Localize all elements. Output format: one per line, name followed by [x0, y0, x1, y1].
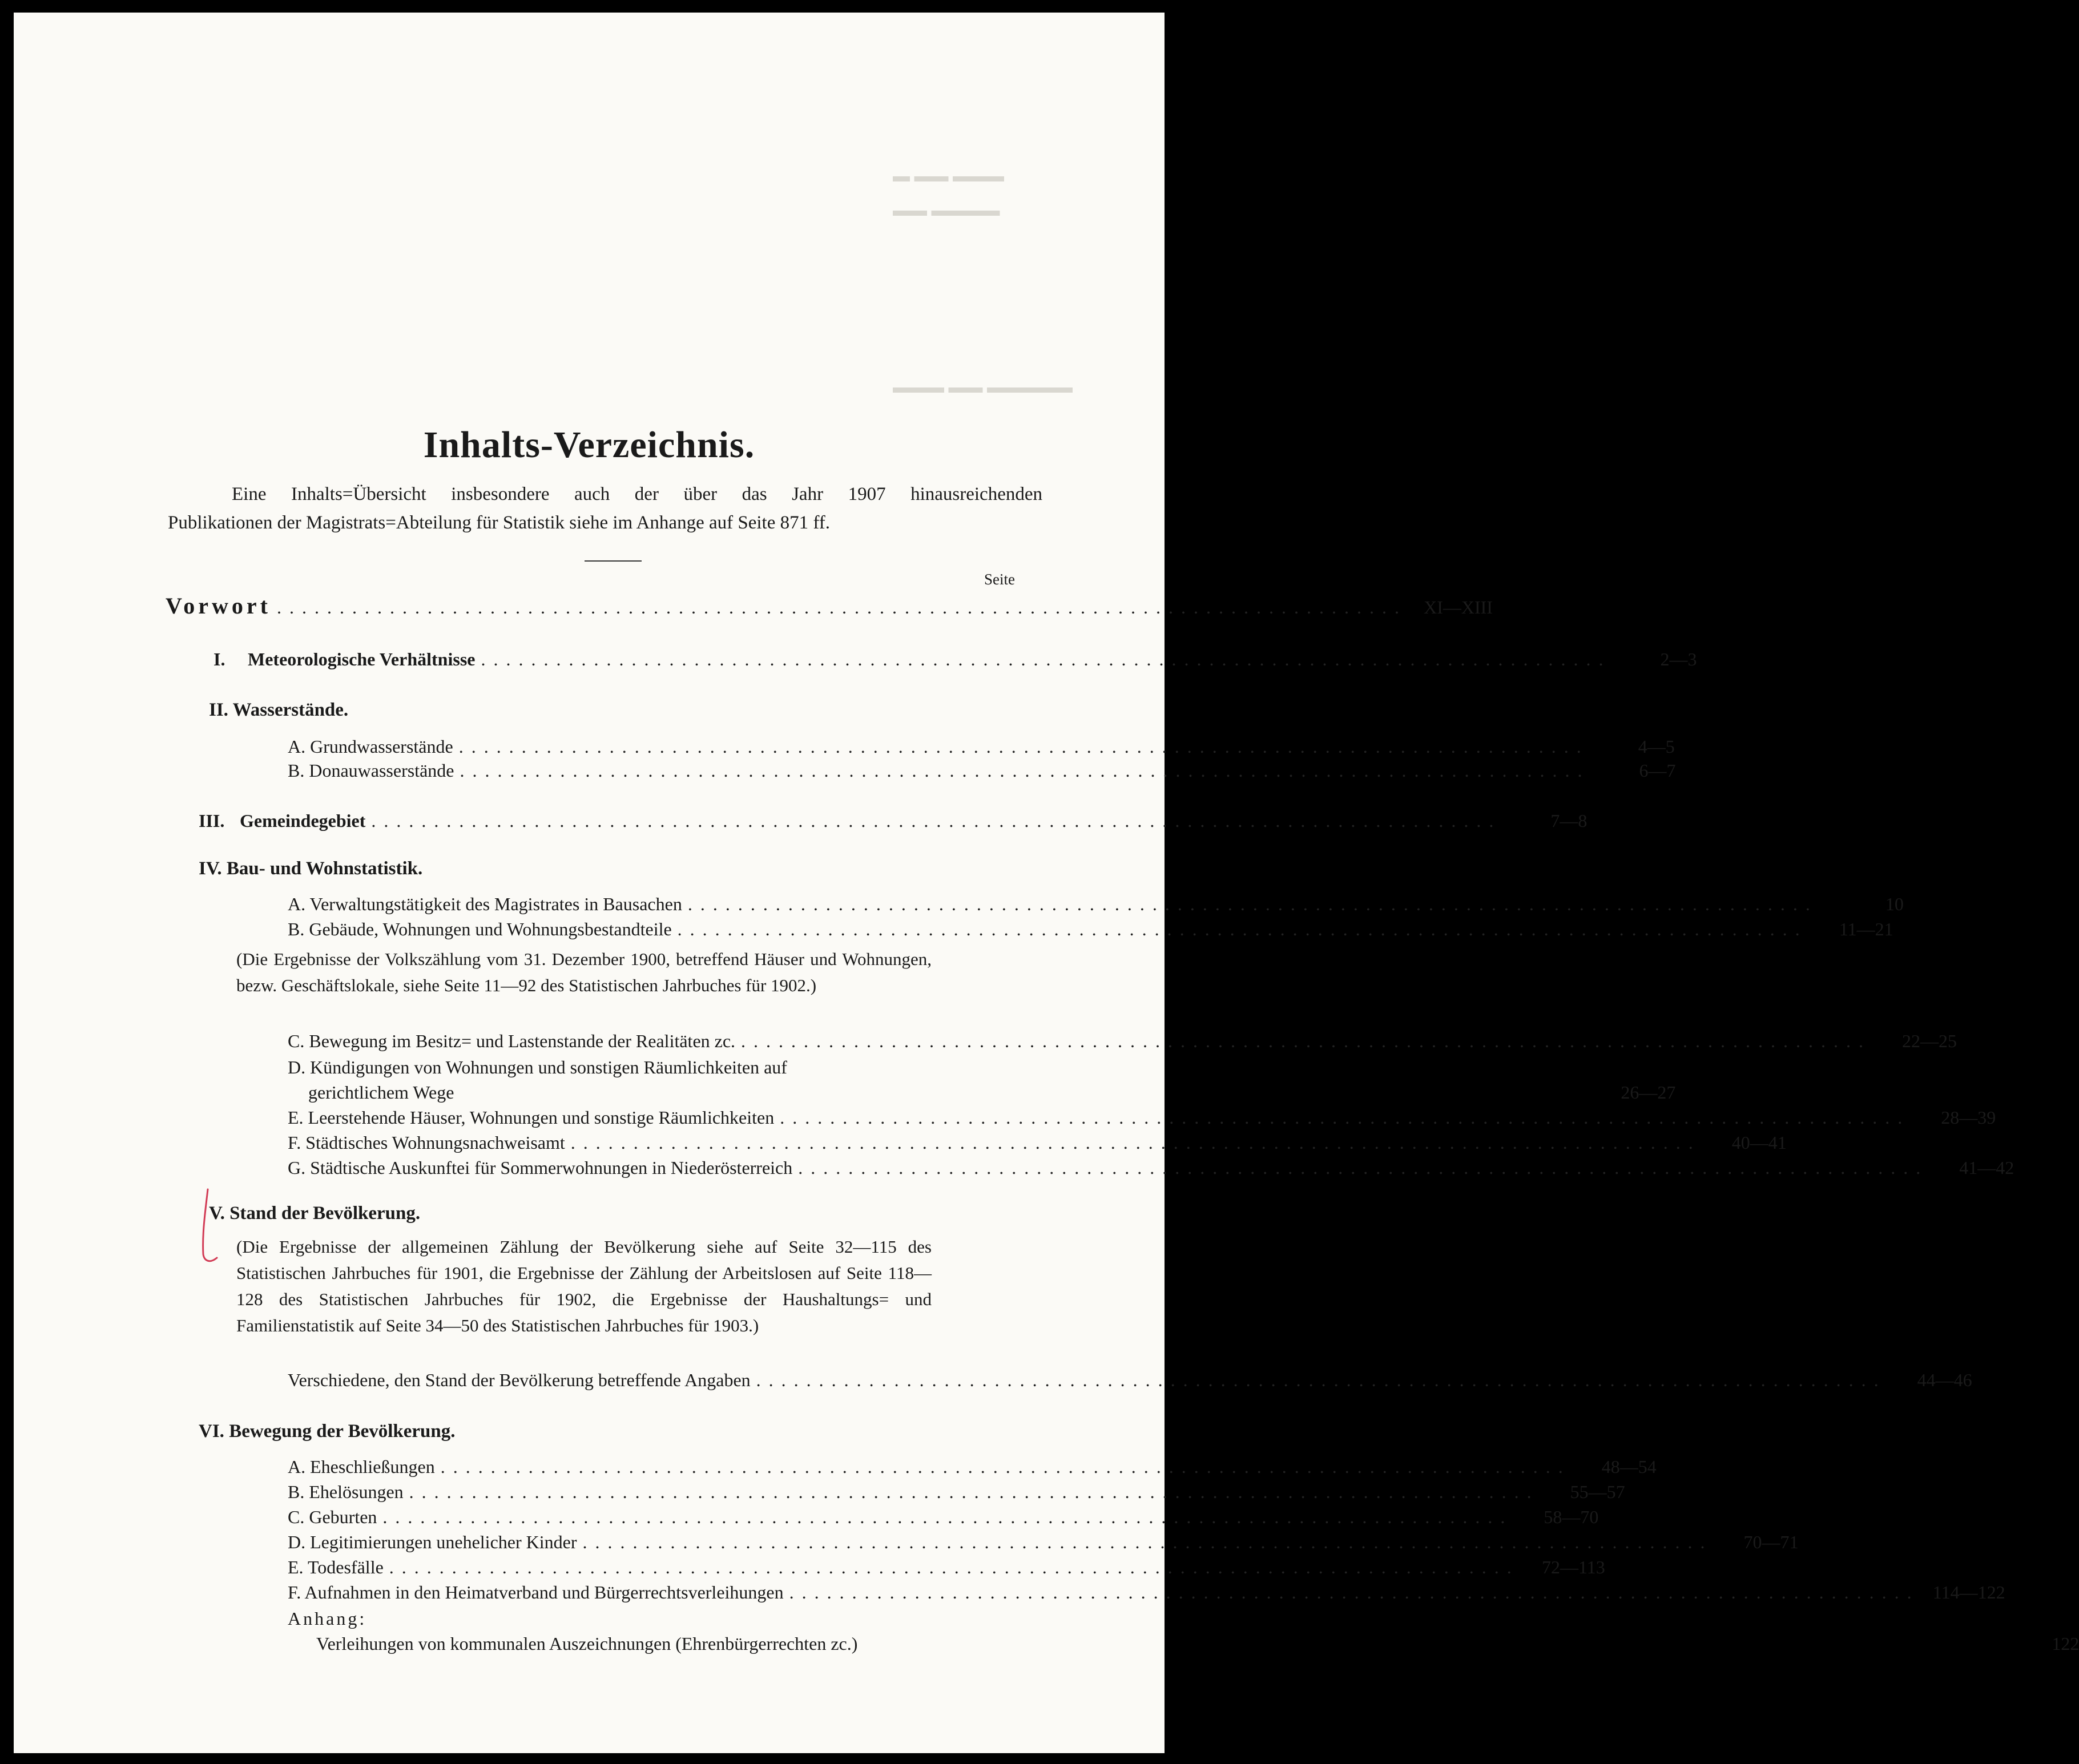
leader-dots: .......................................................................................... — [460, 760, 1590, 781]
section-heading-5 — [209, 1203, 420, 1224]
leader-dots: .......................................................................................... — [798, 1157, 1929, 1178]
divider — [585, 560, 642, 562]
bleed-through-text: ▬ ▬▬ ▬▬▬ — [893, 167, 1004, 185]
entry-label: F. Aufnahmen in den Heimatverband und Bürgerrechtsverleihungen — [288, 1582, 784, 1602]
leader-dots: .......................................................................................... — [382, 1507, 1513, 1527]
page-range: 10 — [1885, 894, 1904, 914]
page-range: 44—46 — [1917, 1370, 1972, 1390]
toc-entry-2a — [288, 736, 1675, 757]
toc-entry-6a — [288, 1456, 1657, 1478]
leader-dots — [460, 1082, 1590, 1103]
page-range: 122 — [2052, 1633, 2079, 1654]
entry-label: Verleihungen von kommunalen Auszeichnungen (Ehrenbürgerrechten zc.) — [316, 1633, 858, 1654]
leader-dots: .......................................................................................... — [687, 894, 1818, 914]
page-range: 2—3 — [1660, 649, 1697, 669]
toc-entry-6d — [288, 1532, 1799, 1553]
page-range: XI—XIII — [1424, 597, 1493, 617]
page-column-header: Seite — [984, 571, 1015, 588]
toc-entry-5-misc — [288, 1370, 1972, 1391]
anhang-heading — [288, 1608, 630, 1629]
section-number: IV. — [199, 858, 222, 879]
entry-label: C. Bewegung im Besitz= und Lastenstande der Realitäten zc. — [288, 1031, 736, 1051]
toc-entry-4g — [288, 1157, 2014, 1178]
red-pen-mark — [198, 1187, 220, 1273]
leader-dots — [863, 1633, 1993, 1654]
toc-entry-4d-line2 — [308, 1082, 1676, 1103]
page-range: 11—21 — [1839, 919, 1893, 939]
leader-dots: .......................................................................................... — [582, 1532, 1713, 1552]
entry-label: Verschiedene, den Stand der Bevölkerung betreffende Angaben — [288, 1370, 751, 1390]
section-title: Bau- und Wohnstatistik. — [226, 858, 423, 879]
section-number: II. — [209, 700, 228, 720]
entry-label: F. Städtisches Wohnungsnachweisamt — [288, 1132, 565, 1153]
entry-label: A. Grundwasserstände — [288, 736, 453, 757]
toc-entry-4c — [288, 1031, 1957, 1052]
leader-dots: .......................................................................................... — [570, 1132, 1701, 1153]
entry-label: gerichtlichem Wege — [308, 1082, 454, 1103]
entry-label: B. Gebäude, Wohnungen und Wohnungsbestandteile — [288, 919, 672, 939]
entry-label: B. Ehelösungen — [288, 1482, 404, 1502]
page-range: 41—42 — [1959, 1157, 2014, 1178]
section-title: Gemeindegebiet — [240, 810, 366, 831]
page-range: 55—57 — [1570, 1482, 1625, 1502]
page-range: 48—54 — [1601, 1456, 1657, 1477]
toc-entry-4b — [288, 919, 1893, 940]
page-title: Inhalts-Verzeichnis. — [423, 424, 755, 466]
entry-label: C. Geburten — [288, 1507, 377, 1527]
page-range: 70—71 — [1743, 1532, 1799, 1552]
leader-dots: .......................................................................................... — [458, 736, 1589, 757]
section-number: III. — [199, 810, 225, 831]
leader-dots: .......................................................................................... — [789, 1582, 1920, 1602]
page-range: 40—41 — [1731, 1132, 1787, 1153]
intro-line-1: Eine Inhalts=Übersicht insbesondere auch der über das Jahr 1907 hinausreichenden — [232, 484, 1042, 504]
leader-dots: .......................................................................................... — [409, 1482, 1540, 1502]
toc-entry-6e — [288, 1557, 1605, 1578]
toc-entry-6c — [288, 1507, 1599, 1528]
entry-label: D. Legitimierungen unehelicher Kinder — [288, 1532, 577, 1552]
entry-label: Anhang: — [288, 1608, 367, 1629]
section-heading-6 — [199, 1421, 456, 1442]
page-range: 7—8 — [1550, 810, 1588, 831]
page-range: 26—27 — [1621, 1082, 1676, 1103]
leader-dots: .......................................................................................... — [741, 1031, 1872, 1051]
toc-entry-anhang — [316, 1633, 2079, 1654]
leader-dots: .......................................................................................... — [780, 1107, 1911, 1128]
toc-entry-6b — [288, 1482, 1625, 1503]
entry-label: E. Leerstehende Häuser, Wohnungen und sonstige Räumlichkeiten — [288, 1107, 775, 1128]
toc-entry-4a — [288, 894, 1904, 915]
page-range: 58—70 — [1544, 1507, 1599, 1527]
entry-label: B. Donauwasserstände — [288, 760, 454, 781]
page-range: 6—7 — [1639, 760, 1676, 781]
page-range: 4—5 — [1638, 736, 1675, 757]
entry-label: A. Eheschließungen — [288, 1456, 435, 1477]
section-heading-4 — [199, 858, 422, 879]
entry-label: A. Verwaltungstätigkeit des Magistrates in Bausachen — [288, 894, 682, 914]
section-title: Stand der Bevölkerung. — [229, 1203, 421, 1224]
page-range: 72—113 — [1541, 1557, 1605, 1577]
intro-line-2: Publikationen der Magistrats=Abteilung für Statistik siehe im Anhange auf Seite 871 ff. — [168, 512, 830, 533]
section-title: Meteorologische Verhältnisse — [248, 649, 476, 669]
leader-dots: .......................................................................................... — [371, 810, 1502, 831]
note-bevoelkerung: (Die Ergebnisse der allgemeinen Zählung der Bevölkerung siehe auf Seite 32—115 des Statistischen Jahrbuches für 1901, die Ergebnisse der Zählung der Arbeitslosen auf Seite 118—128 des Statistischen Jahrbuches für 1902, die Ergebnisse der Haushaltungs= und Familienstatistik auf Seite 34—50 des Statistischen Jahrbuches für 1903.) — [236, 1237, 932, 1335]
entry-label: E. Todesfälle — [288, 1557, 384, 1577]
page — [14, 13, 2079, 1753]
leader-dots: .......................................................................................... — [389, 1557, 1520, 1577]
toc-entry-vorwort — [166, 592, 1493, 619]
bleed-through-text: ▬▬ ▬▬▬▬ — [893, 201, 1000, 220]
leader-dots: .......................................................................................... — [756, 1370, 1887, 1390]
toc-entry-6f — [288, 1582, 2005, 1603]
leader-dots: .......................................................................................... — [677, 919, 1808, 939]
leader-dots: .......................................................................................... — [481, 649, 1611, 669]
entry-label: D. Kündigungen von Wohnungen und sonstigen Räumlichkeiten auf — [288, 1057, 787, 1077]
toc-entry-4e — [288, 1107, 1996, 1128]
toc-entry-2b — [288, 760, 1676, 781]
leader-dots: .......................................................................................... — [440, 1456, 1571, 1477]
section-number: V. — [209, 1203, 225, 1224]
section-title: Wasserstände. — [232, 700, 349, 720]
toc-entry-section-3 — [199, 810, 1588, 831]
section-heading-2 — [209, 700, 348, 721]
section-title: Bewegung der Bevölkerung. — [229, 1421, 456, 1442]
page-range: 28—39 — [1941, 1107, 1996, 1128]
page-range: 22—25 — [1902, 1031, 1957, 1051]
toc-entry-4f — [288, 1132, 1787, 1153]
leader-dots: .......................................................................................... — [276, 597, 1407, 617]
bleed-through-text: ▬▬▬ ▬▬ ▬▬▬▬▬ — [893, 378, 1073, 397]
note-volkszaehlung: (Die Ergebnisse der Volkszählung vom 31. Dezember 1900, betreffend Häuser und Wohnungen, bezw. Geschäftslokale, siehe Seite 11—92 des Statistischen Jahrbuches für 1902.) — [236, 949, 932, 995]
section-number: VI. — [199, 1421, 224, 1442]
page-range: 114—122 — [1932, 1582, 2005, 1602]
toc-entry-4d-line1 — [288, 1057, 933, 1078]
entry-label: G. Städtische Auskunftei für Sommerwohnungen in Niederösterreich — [288, 1157, 793, 1178]
section-number: I. — [213, 649, 225, 669]
vorwort-label: Vorwort — [166, 593, 271, 619]
toc-entry-section-1 — [213, 649, 1697, 670]
